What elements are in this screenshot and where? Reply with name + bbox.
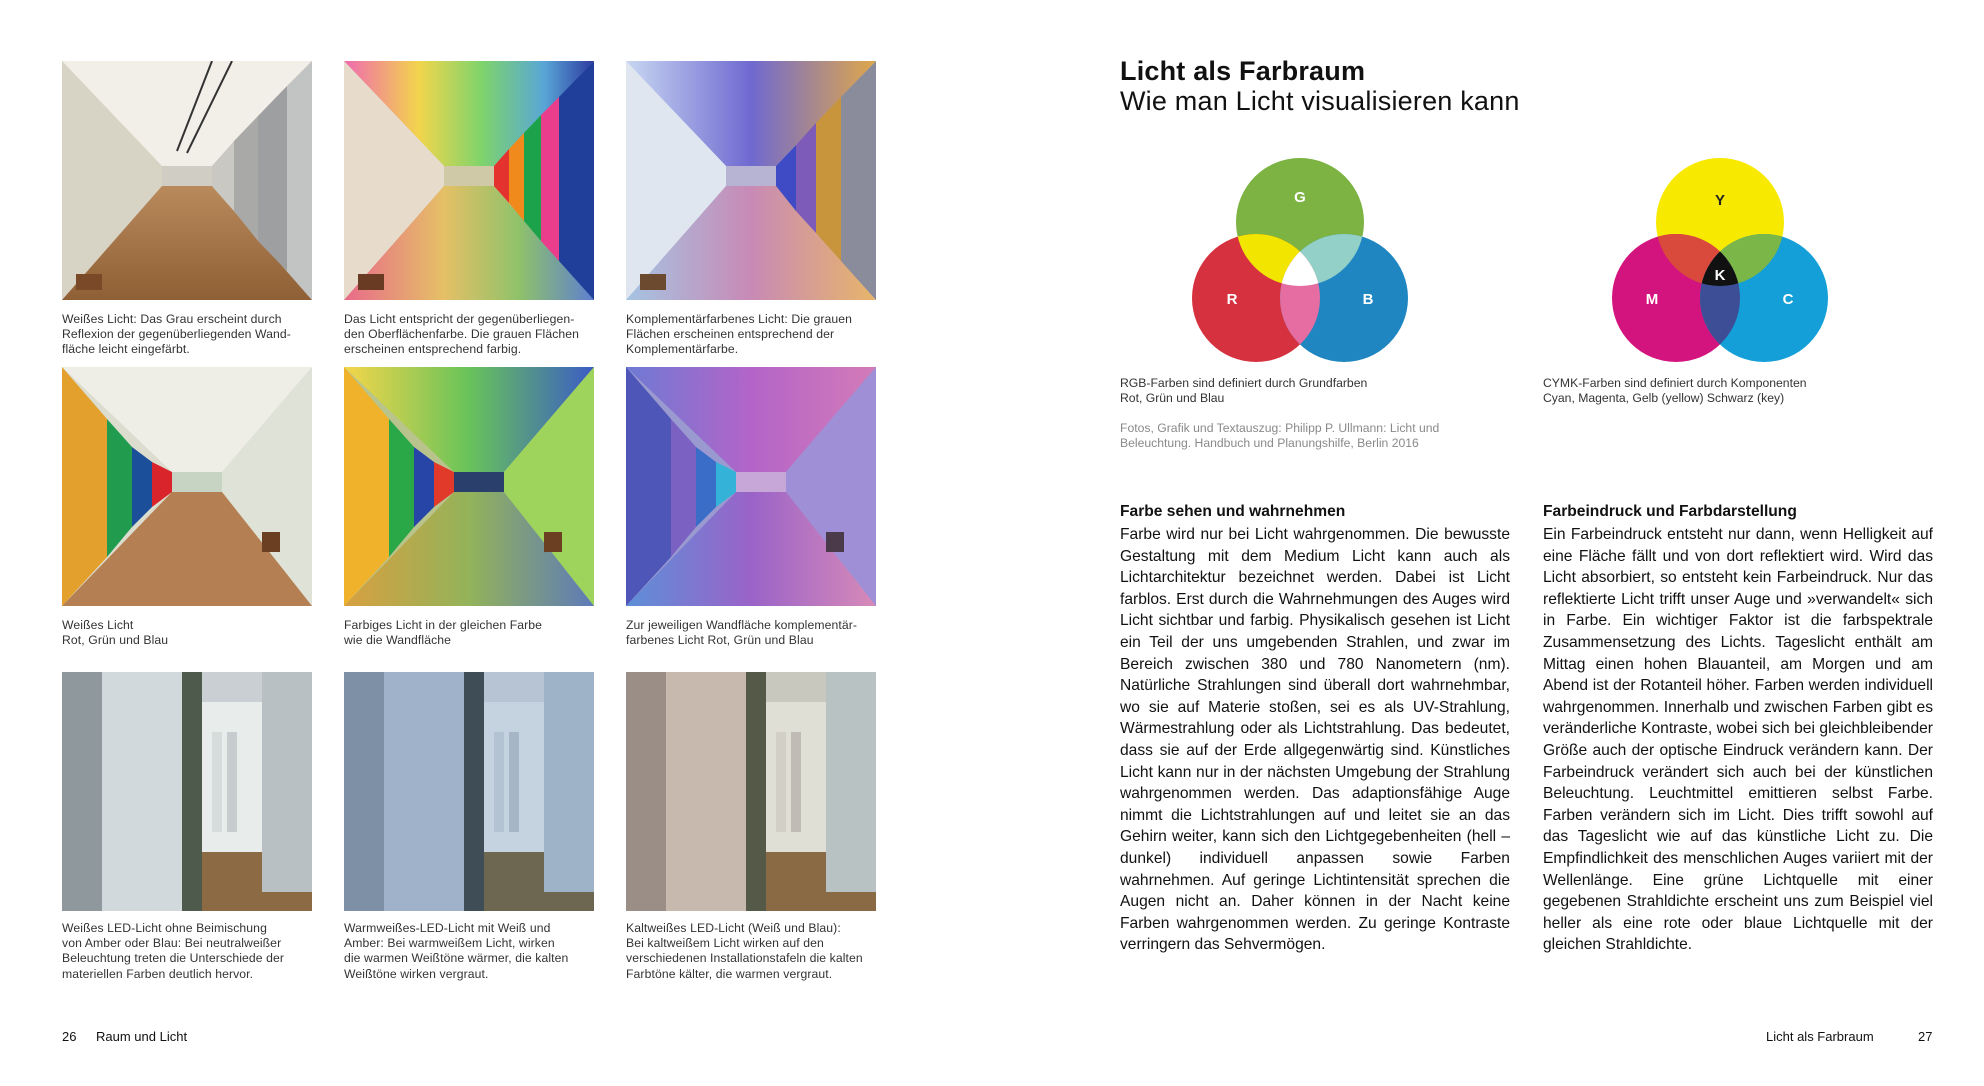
- cmyk-label-c: C: [1782, 291, 1794, 308]
- photo-caption-1: Weißes Licht: Das Grau erscheint durch Reflexion der gegenüberliegenden Wand- fläche leicht eingefärbt.: [62, 312, 291, 357]
- page-title: Licht als Farbraum: [1120, 56, 1366, 86]
- section-heading: Farbe sehen und wahrnehmen: [1120, 503, 1346, 520]
- section-farbeindruck: [1543, 503, 1933, 956]
- photo-caption-8: Warmweißes-LED-Licht mit Weiß und Amber: Bei warmweißem Licht, wirken die warmen Weißtöne wärmer, die kalten Weißtöne wirken vergraut.: [344, 921, 569, 981]
- page-subtitle: Wie man Licht visualisieren kann: [1120, 86, 1520, 116]
- left-page-number: 26: [62, 1029, 77, 1044]
- cmyk-label-y: Y: [1714, 192, 1726, 209]
- cmyk-diagram-caption: CYMK-Farben sind definiert durch Komponenten Cyan, Magenta, Gelb (yellow) Schwarz (key): [1543, 376, 1807, 406]
- photo-caption-2: Das Licht entspricht der gegenüberliegen- den Oberflächenfarbe. Die grauen Flächen erscheinen entsprechend farbig.: [344, 312, 580, 357]
- section-body: Ein Farbeindruck entsteht nur dann, wenn Helligkeit auf eine Fläche fällt und von dort reflektiert wird. Wird das Licht absorbiert, so entsteht kein Farbeindruck. Nur das reflektierte Licht trifft unser Auge und »verwandelt« sich in Farbe. Ein wichtiger Faktor ist die farbspektrale Zusammensetzung des Lichts. Tageslicht enthält am Mittag einen hohen Blauanteil, am Morgen und am Abend ist der Rotanteil höher. Farben werden individuell wahrgenommen. Innerhalb und zwischen Farben gibt es veränderliche Kontraste, wobei sich bei gleichbleibender Größe auch der optische Eindruck verändern kann. Der Farbeindruck verändert sich auch bei der künstlichen Beleuchtung. Leuchtmittel emittieren selbst Farbe. Farben verändern sich im Licht. Dies trifft sowohl auf das Tageslicht wie auf das künstliche Licht zu. Die Empfindlichkeit des menschlichen Auges variiert mit der Wellenlänge. Eine grüne Lichtquelle mit einer gegebenen Strahldichte erscheint uns zum Beispiel viel heller als eine rote oder blaue Lichtquelle mit der gleichen Strahldichte.: [1543, 526, 1933, 954]
- photo-cold-white-led: [626, 672, 876, 911]
- cmyk-label-k: K: [1714, 267, 1726, 284]
- section-farbe-sehen: [1120, 503, 1510, 956]
- cmyk-label-m: M: [1645, 291, 1659, 308]
- photo-caption-9: Kaltweißes LED-Licht (Weiß und Blau): Bei kaltweißem Licht wirken auf den verschiedenen Installationstafeln die kalten Farbtöne kälter, die warmen vergraut.: [626, 921, 863, 981]
- right-running-head: Licht als Farbraum: [1766, 1029, 1874, 1044]
- photo-neutral-white-led: [62, 672, 312, 911]
- photo-caption-6: Zur jeweiligen Wandfläche komplementär- farbenes Licht Rot, Grün und Blau: [626, 618, 858, 648]
- section-heading: Farbeindruck und Farbdarstellung: [1543, 503, 1797, 520]
- section-body: Farbe wird nur bei Licht wahrgenommen. Die bewusste Gestaltung mit dem Medium Licht kann auch als Lichtarchitektur bezeichnet werden. Dabei ist Licht farblos. Erst durch die Wahrnehmungen des Auges wird Licht sichtbar und farbig. Physikalisch gesehen ist Licht ein Teil der uns umgebenden Strahlen, und zwar im Bereich zwischen 380 und 780 Nanometern (nm). Natürliche Strahlungen sind überall dort wahrnehmbar, wo sie auf Materie stoßen, sei es als UV-Strahlung, Wärmestrahlung oder als Lichtstrahlung. Das bedeutet, dass sie auf der Erde allgegenwärtig sind. Künstliches Licht kann nur in der nächsten Umgebung der Strahlung wahrgenommen werden. Das adaptionsfähige Auge nimmt die Lichtstrahlungen auf und leitet sie an das Gehirn weiter, kann sich den Lichtgegebenheiten (hell – dunkel) individuell anpassen sowie Farben wahrnehmen. Auf geringe Lichtintensität sprechen die Augen nicht an. Daher können in der Nacht keine Farben wahrgenommen werden. Zu geringe Kontraste verringern das Sehvermögen.: [1120, 526, 1510, 954]
- photo-white-light-rgb-panels: [62, 367, 312, 606]
- rgb-label-r: R: [1226, 291, 1238, 308]
- photo-caption-7: Weißes LED-Licht ohne Beimischung von Amber oder Blau: Bei neutralweißer Beleuchtung treten die Unterschiede der materiellen Farben deutlich hervor.: [62, 921, 285, 981]
- photo-caption-3: Komplementärfarbenes Licht: Die grauen Flächen erscheinen entsprechend der Komplementärfarbe.: [626, 312, 853, 357]
- photo-matching-colored-light: [344, 61, 594, 300]
- photo-warm-white-led: [344, 672, 594, 911]
- photo-credit: Fotos, Grafik und Textauszug: Philipp P. Ullmann: Licht und Beleuchtung. Handbuch und Planungshilfe, Berlin 2016: [1120, 421, 1440, 451]
- right-page-number: 27: [1918, 1029, 1933, 1044]
- photo-colored-light-same-color: [344, 367, 594, 606]
- photo-caption-4: Weißes Licht Rot, Grün und Blau: [62, 618, 169, 648]
- rgb-label-g: G: [1294, 189, 1306, 206]
- rgb-diagram-caption: RGB-Farben sind definiert durch Grundfarben Rot, Grün und Blau: [1120, 376, 1368, 406]
- rgb-color-diagram: [1180, 150, 1420, 370]
- cmyk-color-diagram: [1600, 150, 1840, 370]
- rgb-label-b: B: [1362, 291, 1374, 308]
- left-running-head: Raum und Licht: [96, 1029, 188, 1044]
- photo-caption-5: Farbiges Licht in der gleichen Farbe wie die Wandfläche: [344, 618, 543, 648]
- photo-white-light-grey-panels: [62, 61, 312, 300]
- photo-complementary-light: [626, 61, 876, 300]
- photo-complementary-colored-light: [626, 367, 876, 606]
